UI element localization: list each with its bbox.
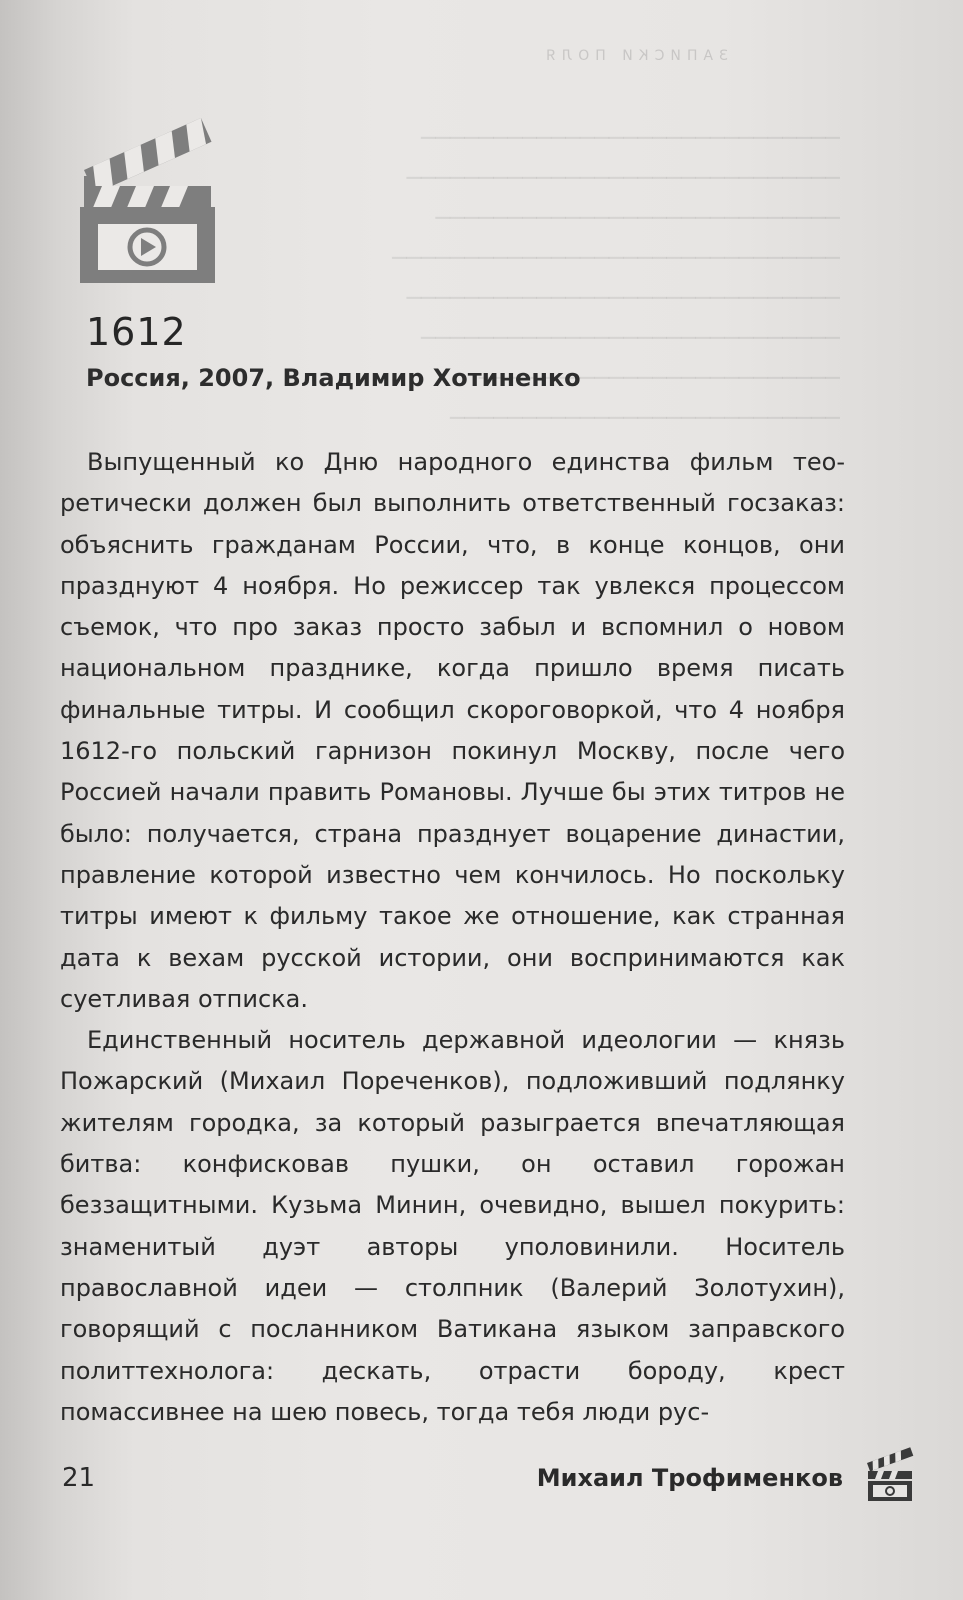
- bleed-through-running-head: ЗАПИСКИ ПОЛЯ: [540, 48, 728, 64]
- article-body: [60, 442, 845, 1433]
- page-number: 21: [62, 1463, 96, 1493]
- film-info: Россия, 2007, Владимир Хотиненко: [86, 364, 581, 392]
- film-title: 1612: [86, 310, 187, 354]
- clapperboard-icon: [866, 1447, 914, 1503]
- clapperboard-icon: [80, 118, 215, 283]
- author-name: Михаил Трофименков: [536, 1464, 843, 1492]
- paragraph: Единственный носитель державной идеологии — князь Пожарский (Михаил Пореченков), подложивший подлянку жителям городка, за который разыграется впечатляющая битва: конфисковав пушки, он оставил горожан беззащитными. Кузьма Минин, очевидно, вышел покурить: знаменитый дуэт авторы уполовинили. Носитель православной идеи — столпник (Валерий Золотухин), говорящий с посланником Ватикана языком заправского политтехнолога: дескать, отрасти бороду, крест помассивнее на шею повесь, тогда тебя люди рус-: [60, 1026, 845, 1426]
- paragraph: Выпущенный ко Дню народного единства фильм теоретически должен был выполнить ответственный госзаказ: объяснить гражданам России, что, в конце концов, они празднуют 4 ноября. Но режиссер так увлекся процессом съемок, что про заказ просто забыл и вспомнил о новом национальном празднике, когда пришло время писать финальные титры. И сообщил скороговоркой, что 4 ноября 1612-го польский гарнизон покинул Москву, после чего Россией начали править Романовы. Лучше бы этих титров не было: получается, страна празднует воцарение династии, правление которой известно чем кончилось. Но поскольку титры имеют к фильму такое же отношение, как странная дата к вехам русской истории, они воспринимаются как суетливая отписка.: [60, 448, 845, 1013]
- bleed-through-text: ───────────────────────────── ────────────────────────────── ──────────────────────────── ─────────────────────────────── ────────────────────────────── ───────────────────────────── ───────────────────────── ───────────────────────────: [392, 124, 840, 432]
